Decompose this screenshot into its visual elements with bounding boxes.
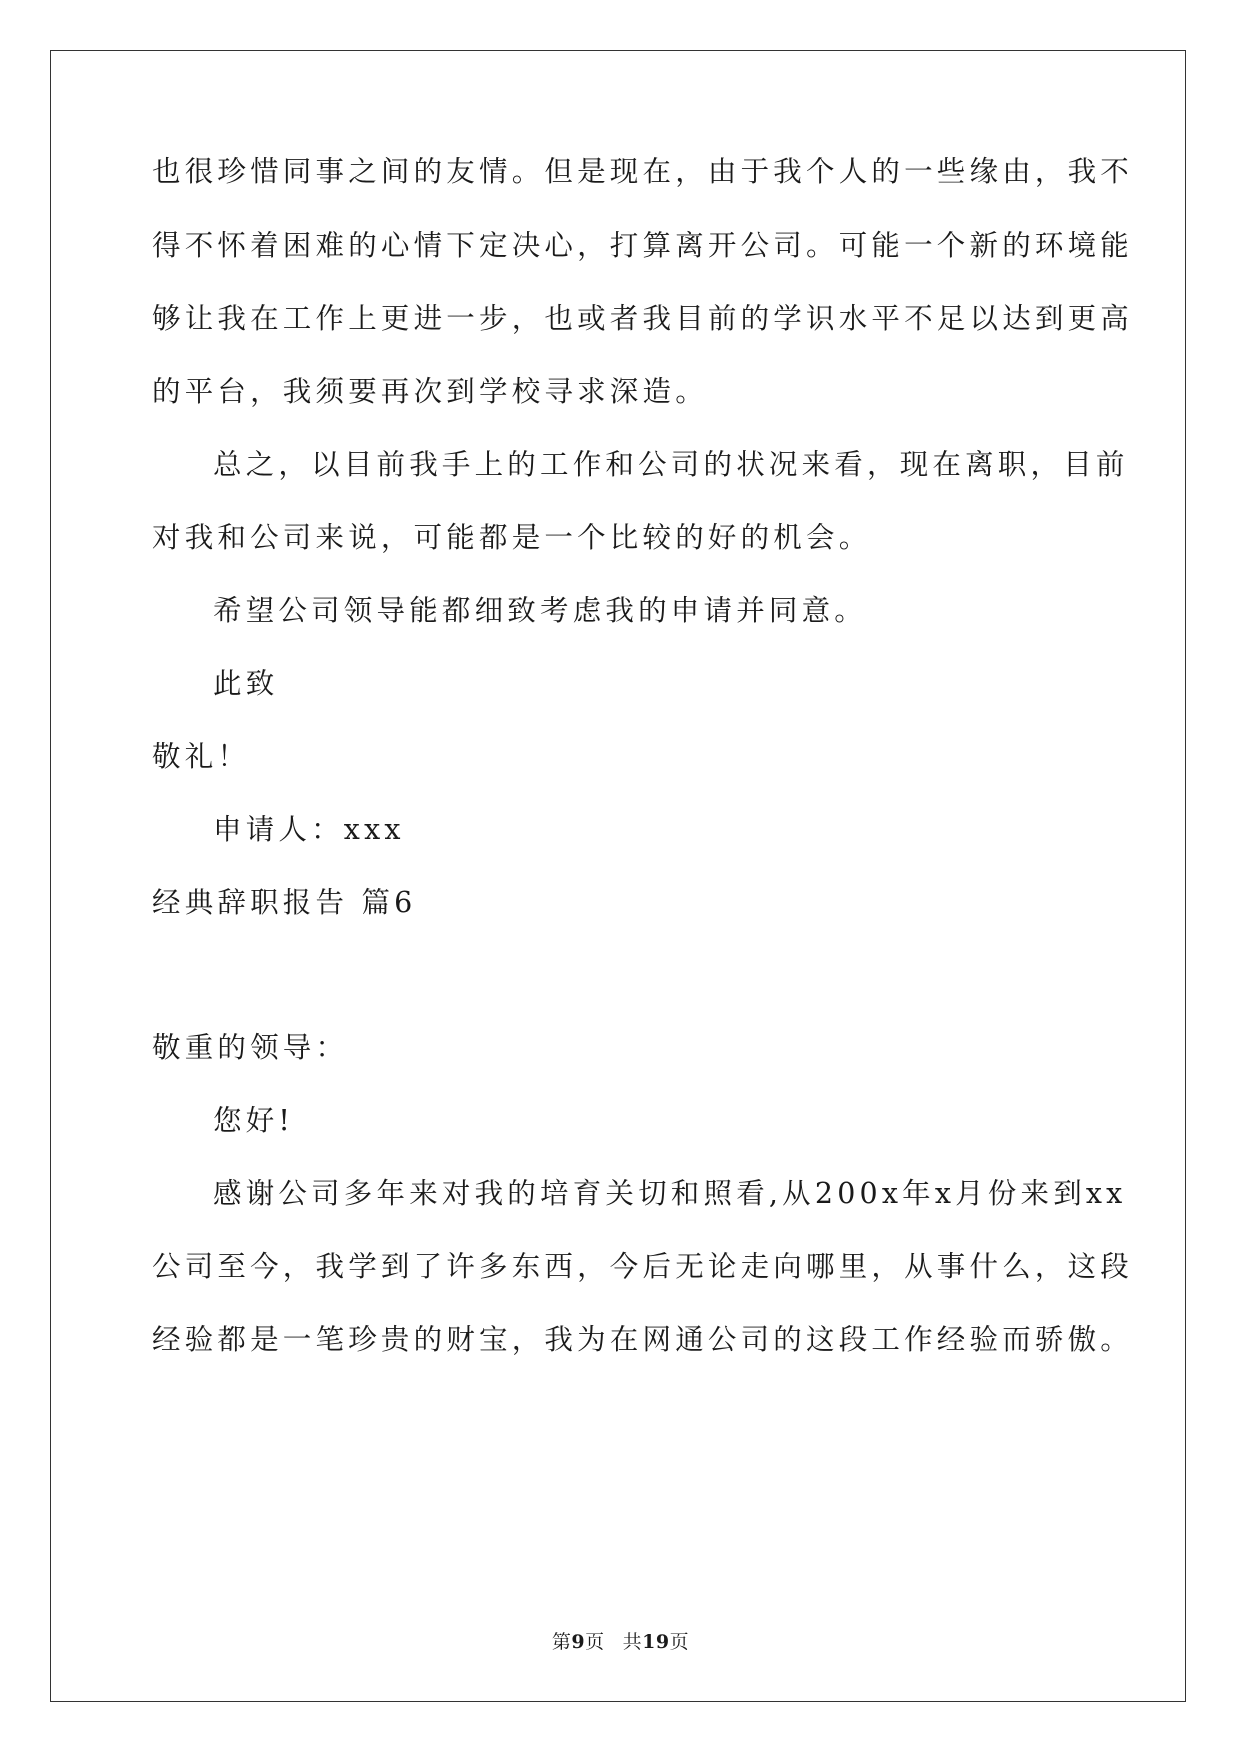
page-footer (0, 1630, 1241, 1654)
body-line: 感谢公司多年来对我的培育关切和照看,从200x年x月份来到xx (213, 1177, 1127, 1210)
body-line: 希望公司领导能都细致考虑我的申请并同意。 (213, 594, 868, 627)
footer-page-unit: 页 (585, 1631, 605, 1653)
section-heading: 经典辞职报告 篇6 (152, 886, 417, 919)
body-line: 得不怀着困难的心情下定决心，打算离开公司。可能一个新的环境能 (152, 229, 1134, 262)
greeting: 您好! (213, 1104, 295, 1137)
footer-total-prefix: 共 (622, 1631, 643, 1653)
page-border (50, 50, 1186, 1702)
closing-salutation: 此致 (213, 667, 279, 700)
current-page-number: 9 (571, 1631, 586, 1653)
body-line: 的平台，我须要再次到学校寻求深造。 (152, 375, 708, 408)
footer-prefix: 第 (551, 1631, 572, 1653)
body-line: 够让我在工作上更进一步，也或者我目前的学识水平不足以达到更高 (152, 302, 1134, 335)
body-line: 对我和公司来说，可能都是一个比较的好的机会。 (152, 521, 872, 554)
closing-regards: 敬礼！ (152, 740, 251, 773)
signature-line: 申请人：xxx (213, 813, 405, 846)
body-line: 公司至今，我学到了许多东西，今后无论走向哪里，从事什么，这段 (152, 1250, 1134, 1283)
letter-salutation: 敬重的领导： (152, 1031, 349, 1064)
body-line: 也很珍惜同事之间的友情。但是现在，由于我个人的一些缘由，我不 (152, 155, 1134, 188)
body-line: 总之，以目前我手上的工作和公司的状况来看，现在离职，目前 (213, 448, 1129, 481)
body-line: 经验都是一笔珍贵的财宝，我为在网通公司的这段工作经验而骄傲。 (152, 1323, 1134, 1356)
total-page-count: 19 (642, 1631, 670, 1653)
footer-total-unit: 页 (669, 1631, 690, 1653)
